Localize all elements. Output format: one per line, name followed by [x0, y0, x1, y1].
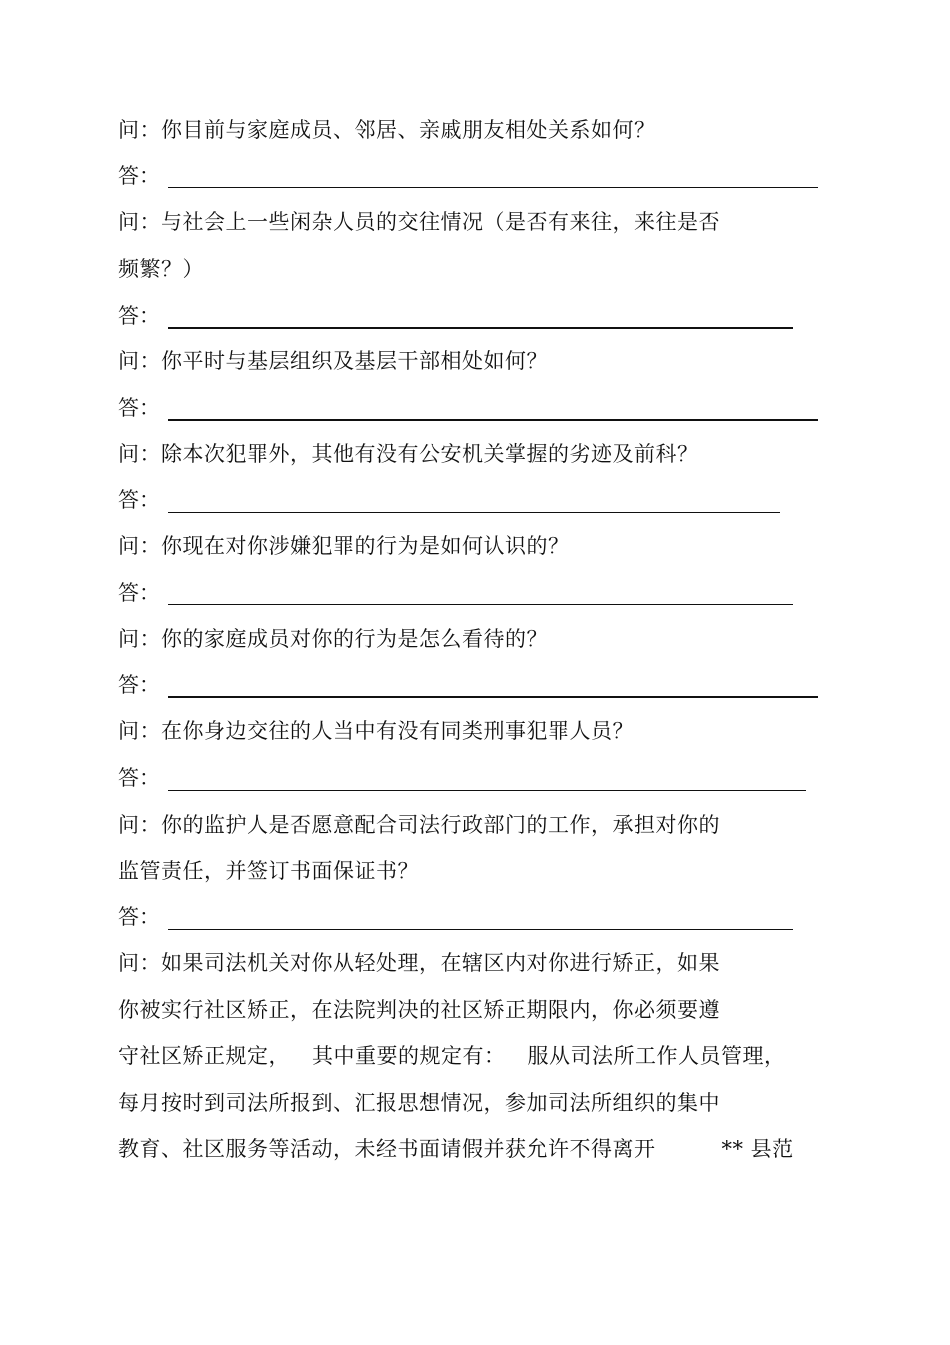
answer-3-line: [168, 419, 818, 421]
answer-4-line: [168, 512, 780, 513]
question-5: 问：你现在对你涉嫌犯罪的行为是如何认识的？: [118, 534, 570, 558]
answer-7-line: [168, 790, 806, 791]
answer-8-label: 答：: [118, 905, 160, 929]
final-question-line-5: [118, 1135, 794, 1163]
final-question-line-4: 每月按时到司法所报到、汇报思想情况，参加司法所组织的集中: [118, 1091, 720, 1115]
question-4: 问：除本次犯罪外，其他有没有公安机关掌握的劣迹及前科？: [118, 442, 699, 466]
final-question-line-5-part-a: 教育、社区服务等活动，未经书面请假并获允许不得离开: [118, 1137, 656, 1161]
answer-5-line: [168, 604, 793, 605]
answer-1-label: 答：: [118, 164, 160, 188]
question-8-line-1: 问：你的监护人是否愿意配合司法行政部门的工作，承担对你的: [118, 813, 720, 837]
question-6: 问：你的家庭成员对你的行为是怎么看待的？: [118, 627, 548, 651]
final-question-line-5-part-b: ** 县范: [721, 1137, 794, 1161]
answer-7-label: 答：: [118, 766, 160, 790]
answer-6-label: 答：: [118, 673, 160, 697]
question-3: 问：你平时与基层组织及基层干部相处如何？: [118, 349, 548, 373]
question-8-line-2: 监管责任，并签订书面保证书？: [118, 859, 419, 883]
question-2-line-2: 频繁？）: [118, 257, 204, 281]
answer-2-line: [168, 327, 793, 329]
final-question-line-3: [118, 1042, 786, 1070]
question-2-line-1: 问：与社会上一些闲杂人员的交往情况（是否有来往，来往是否: [118, 210, 720, 234]
final-question-line-2: 你被实行社区矫正，在法院判决的社区矫正期限内，你必须要遵: [118, 998, 720, 1022]
final-question-line-3-part-c: 服从司法所工作人员管理，: [527, 1044, 786, 1068]
question-7: 问：在你身边交往的人当中有没有同类刑事犯罪人员？: [118, 719, 634, 743]
answer-6-line: [168, 696, 818, 698]
answer-4-label: 答：: [118, 488, 160, 512]
final-question-line-1: 问：如果司法机关对你从轻处理，在辖区内对你进行矫正，如果: [118, 951, 720, 975]
final-question-line-3-part-a: 守社区矫正规定，: [118, 1044, 290, 1068]
answer-3-label: 答：: [118, 396, 160, 420]
answer-1-line: [168, 187, 818, 188]
question-1: 问：你目前与家庭成员、邻居、亲戚朋友相处关系如何？: [118, 118, 656, 142]
answer-8-line: [168, 929, 793, 930]
final-question-line-3-part-b: 其中重要的规定有：: [312, 1044, 506, 1068]
answer-5-label: 答：: [118, 581, 160, 605]
answer-2-label: 答：: [118, 304, 160, 328]
